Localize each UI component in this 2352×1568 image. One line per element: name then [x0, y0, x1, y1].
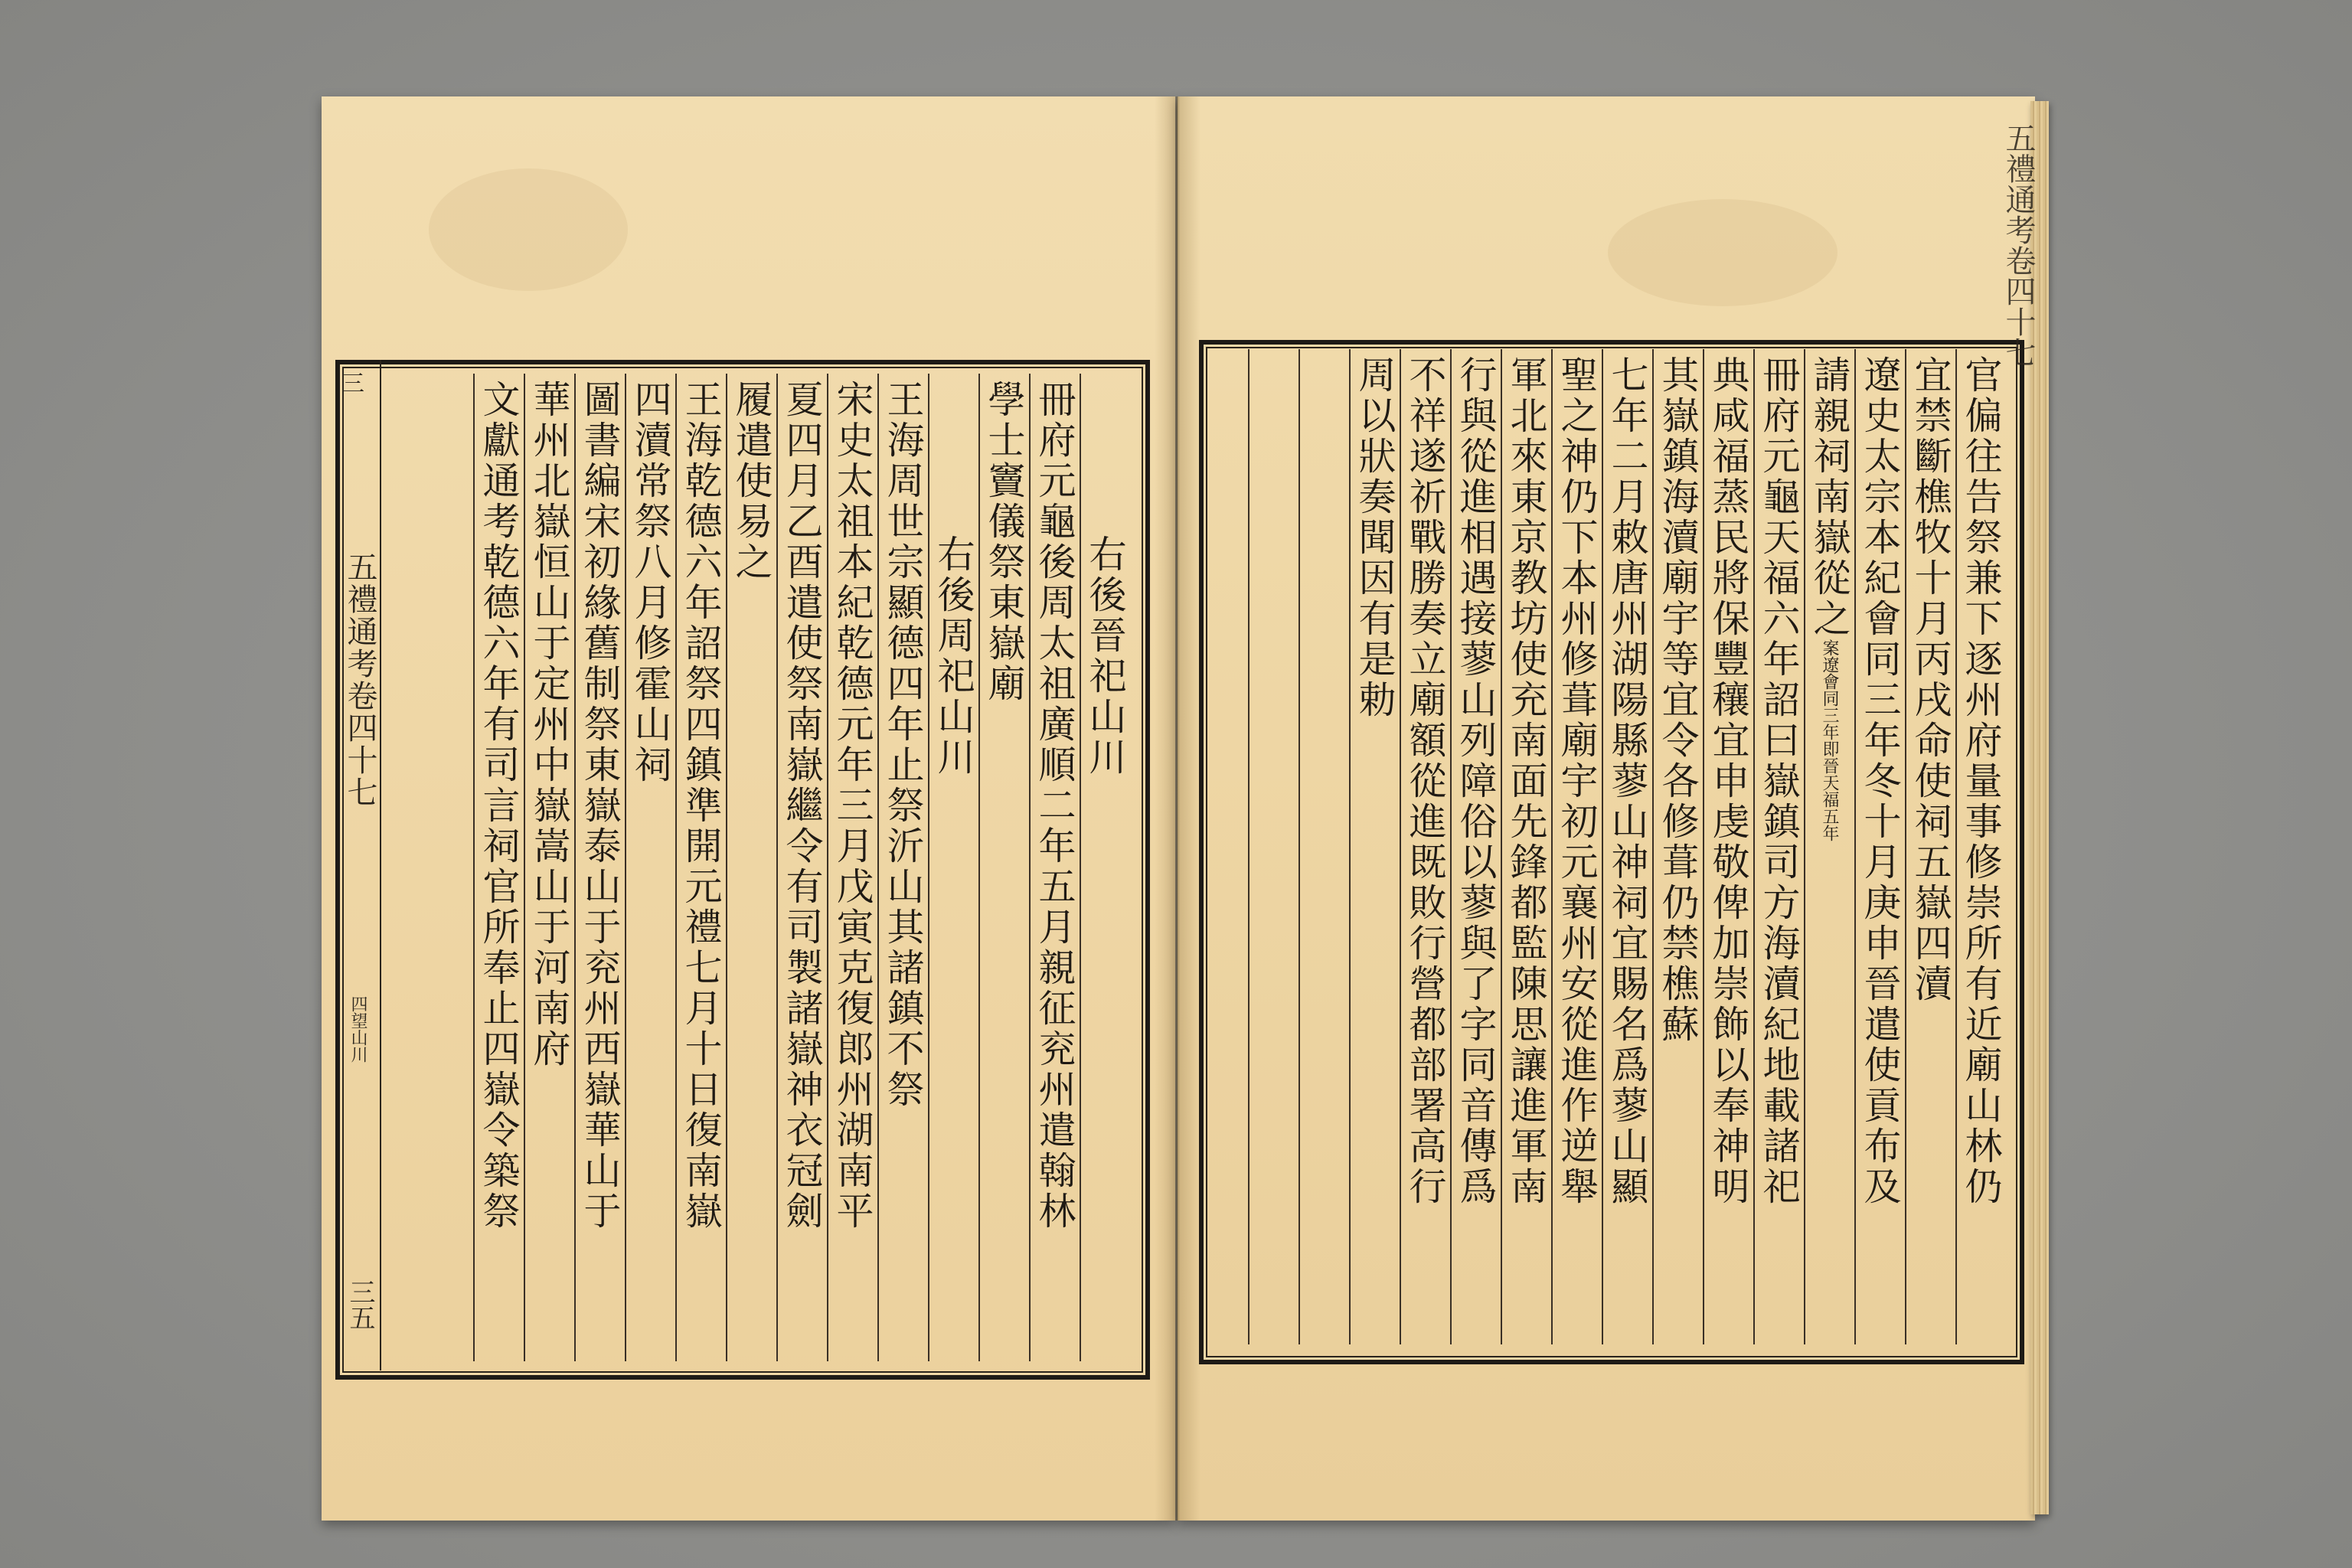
- heading-column: 右後晉祀山川: [1080, 374, 1130, 1361]
- paper-stain: [1608, 199, 1838, 306]
- text-column: 文獻通考乾德六年有司言祠官所奉止四嶽令築祭: [473, 374, 524, 1361]
- text-segment: 請親祠南嶽從之: [1808, 355, 1851, 639]
- margin-section: 四望山川: [348, 995, 368, 1063]
- margin-title: 五禮通考卷四十七: [2001, 122, 2036, 368]
- text-column: 遼史太宗本紀會同三年冬十月庚申晉遣使貢布及: [1854, 349, 1905, 1344]
- text-column: 四瀆常祭八月修霍山祠: [625, 374, 675, 1361]
- heading-column: 右後周祀山川: [928, 374, 978, 1361]
- text-column: 典咸福蒸民將保豐穰宜申虔敬俾加崇飾以奉神明: [1703, 349, 1753, 1344]
- text-column: 七年二月敕唐州湖陽縣蓼山神祠宜賜名爲蓼山顯: [1602, 349, 1652, 1344]
- margin-top-mark: 三: [341, 371, 364, 397]
- text-column: 冊府元龜天福六年詔曰嶽鎮司方海瀆紀地載諸祀: [1753, 349, 1804, 1344]
- text-column: 華州北嶽恒山于定州中嶽嵩山于河南府: [524, 374, 574, 1361]
- text-column: 宜禁斷樵牧十月丙戌命使祠五嶽四瀆: [1905, 349, 1955, 1344]
- text-column: 夏四月乙酉遣使祭南嶽繼令有司製諸嶽神衣冠劍: [776, 374, 827, 1361]
- margin-folio: 三五: [345, 1279, 375, 1331]
- text-column: 不祥遂祈戰勝奏立廟額從進既敗行營都部署高行: [1400, 349, 1450, 1344]
- text-column: 學士竇儀祭東嶽廟: [978, 374, 1029, 1361]
- book-gutter: [1155, 96, 1200, 1521]
- paper-stain: [429, 168, 628, 291]
- blank-column: [1248, 349, 1298, 1344]
- margin-title: 五禮通考卷四十七: [342, 551, 377, 808]
- right-text-columns: [1210, 349, 2006, 1344]
- text-column: 王海周世宗顯德四年止祭沂山其諸鎮不祭: [877, 374, 928, 1361]
- text-column: 冊府元龜後周太祖廣順二年五月親征兖州遣翰林: [1029, 374, 1080, 1361]
- text-column-with-note: [1804, 349, 1854, 1344]
- text-column: 周以狀奏聞因有是勅: [1349, 349, 1400, 1344]
- inline-note: 案遼會同三年即晉天福五年: [1820, 639, 1839, 841]
- text-column: 軍北來東京教坊使充南面先鋒都監陳思讓進軍南: [1501, 349, 1551, 1344]
- left-text-columns: [372, 374, 1130, 1361]
- text-column: 圖書編宋初緣舊制祭東嶽泰山于兖州西嶽華山于: [574, 374, 625, 1361]
- text-column: 王海乾德六年詔祭四鎮準開元禮七月十日復南嶽: [675, 374, 726, 1361]
- text-column: 聖之神仍下本州修葺廟宇初元襄州安從進作逆舉: [1551, 349, 1602, 1344]
- text-column: 行與從進相遇接蓼山列障俗以蓼與了字同音傳爲: [1450, 349, 1501, 1344]
- text-column: 履遣使易之: [726, 374, 776, 1361]
- text-column: 其嶽鎮海瀆廟宇等宜令各修葺仍禁樵蘇: [1652, 349, 1703, 1344]
- blank-column: [1298, 349, 1349, 1344]
- text-column: 宋史太祖本紀乾德元年三月戊寅克復郎州湖南平: [827, 374, 877, 1361]
- text-column: 官偏往告祭兼下逐州府量事修崇所有近廟山林仍: [1955, 349, 2006, 1344]
